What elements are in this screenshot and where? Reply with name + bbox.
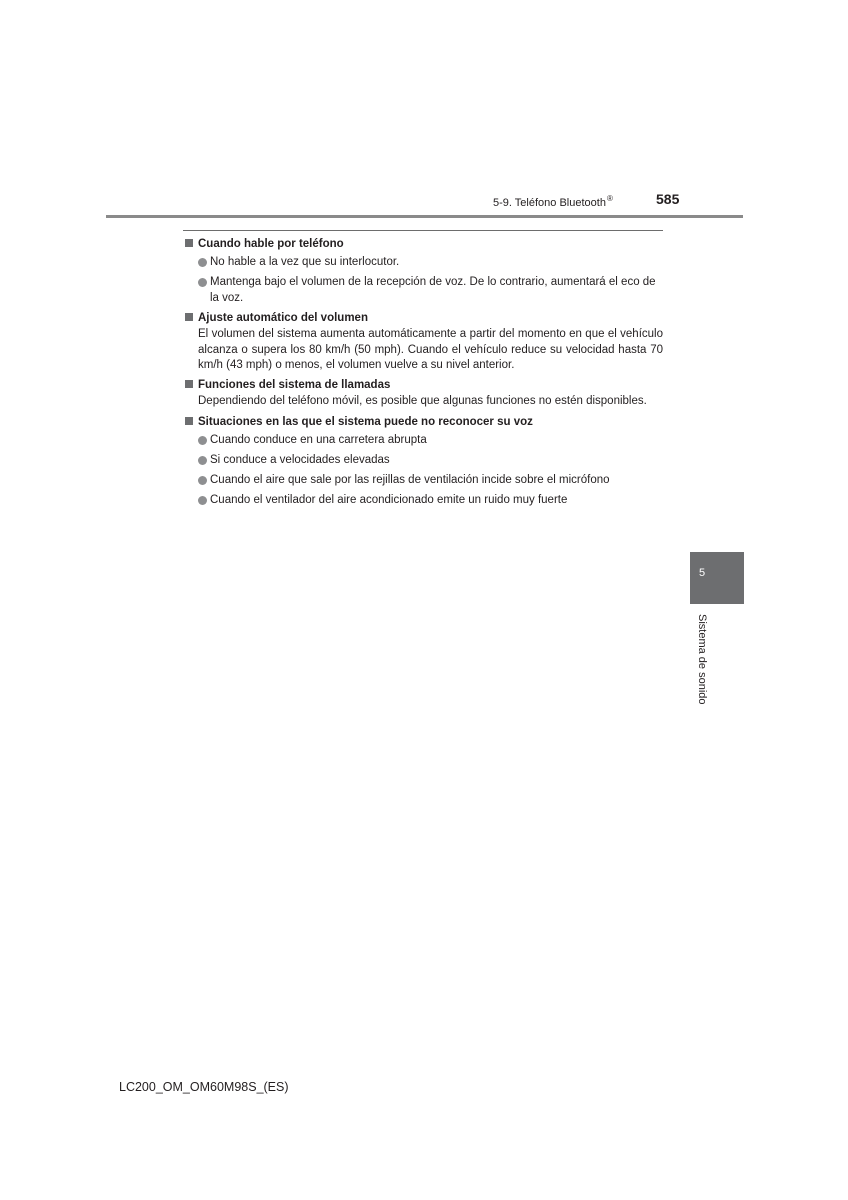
chapter-tab <box>690 552 744 604</box>
list-item: Cuando conduce en una carretera abrupta <box>185 433 663 449</box>
list-item: Mantenga bajo el volumen de la recepción de voz. De lo contrario, aumentará el eco de la voz. <box>185 275 663 306</box>
list-item: No hable a la vez que su interlocutor. <box>185 255 663 271</box>
section-heading: Funciones del sistema de llamadas <box>185 378 663 394</box>
chapter-label: Sistema de sonido <box>696 614 708 705</box>
header-rule <box>106 215 743 218</box>
section-heading: Cuando hable por teléfono <box>185 237 663 253</box>
square-bullet-icon <box>185 417 193 425</box>
section-title: 5-9. Teléfono Bluetooth <box>493 197 606 209</box>
section-situaciones-voz <box>185 415 663 509</box>
running-header <box>493 194 613 209</box>
registered-mark: ® <box>606 194 613 203</box>
section-heading: Ajuste automático del volumen <box>185 311 663 327</box>
list-item: Cuando el aire que sale por las rejillas de ventilación incide sobre el micrófono <box>185 473 663 489</box>
section-funciones-llamadas <box>185 378 663 410</box>
section-paragraph: El volumen del sistema aumenta automáticamente a partir del momento en que el vehículo alcanza o supera los 80 km/h (50 mph). Cuando el vehículo reduce su velocidad hasta 70 km/h (43 mph) o menos, el volumen vuelve a su nivel anterior. <box>198 327 663 372</box>
content-top-rule <box>183 230 663 231</box>
square-bullet-icon <box>185 239 193 247</box>
square-bullet-icon <box>185 380 193 388</box>
document-code: LC200_OM_OM60M98S_(ES) <box>119 1080 289 1094</box>
round-bullet-icon <box>198 476 207 485</box>
round-bullet-icon <box>198 496 207 505</box>
round-bullet-icon <box>198 456 207 465</box>
square-bullet-icon <box>185 313 193 321</box>
page-number: 585 <box>656 191 680 207</box>
round-bullet-icon <box>198 436 207 445</box>
section-cuando-hable <box>185 237 663 306</box>
list-item: Cuando el ventilador del aire acondicionado emite un ruido muy fuerte <box>185 493 663 509</box>
section-ajuste-volumen <box>185 311 663 374</box>
round-bullet-icon <box>198 258 207 267</box>
list-item: Si conduce a velocidades elevadas <box>185 453 663 469</box>
chapter-number: 5 <box>698 567 706 579</box>
round-bullet-icon <box>198 278 207 287</box>
section-heading: Situaciones en las que el sistema puede no reconocer su voz <box>185 415 663 431</box>
section-paragraph: Dependiendo del teléfono móvil, es posible que algunas funciones no estén disponibles. <box>198 395 647 408</box>
page-content <box>185 237 663 513</box>
